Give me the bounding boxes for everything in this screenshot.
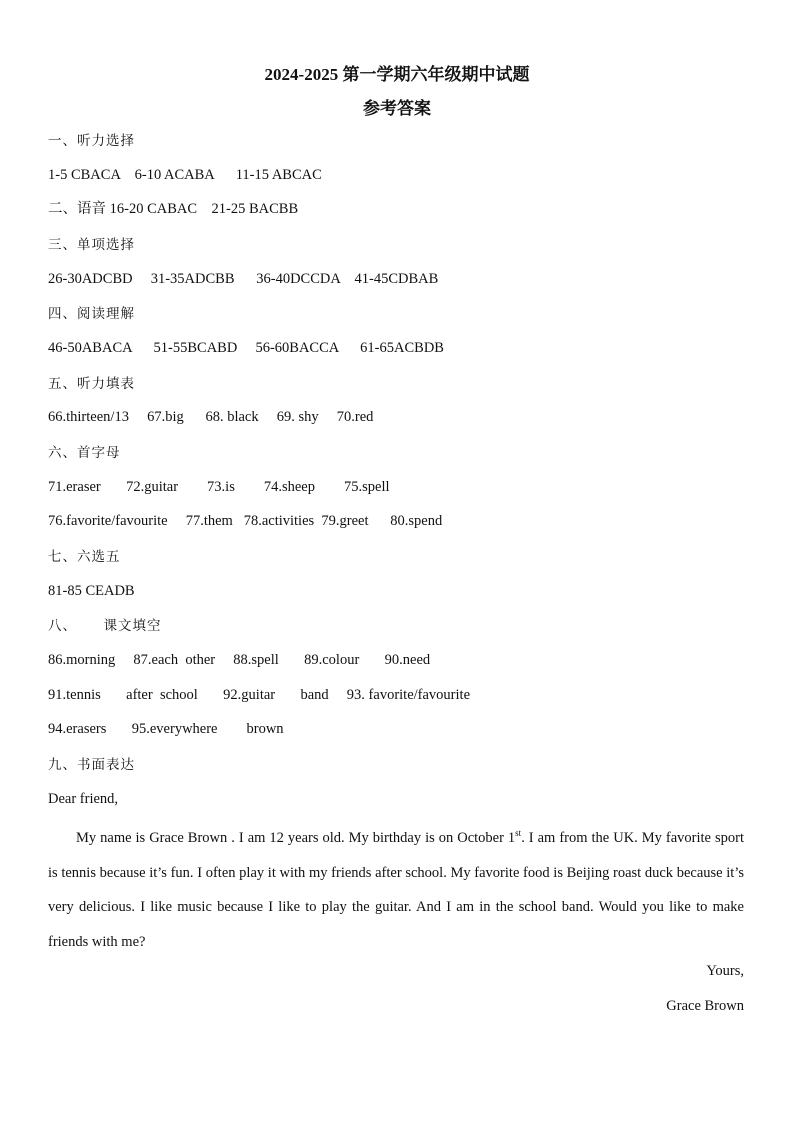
letter-signature: Grace Brown <box>666 998 744 1014</box>
section-7-heading: 七、六选五 <box>48 549 121 565</box>
section-6-answers-line-2: 76.favorite/favourite 77.them 78.activities 79.greet 80.spend <box>48 513 443 529</box>
letter-body-text-2: . I am from the UK. My favorite sport is tennis because it’s fun. I often play it with my friends after school. My favorite food is Beijing roast duck because it’s very delicious. I like music because I like to play the guitar. And I am in the school band. Would you like to make friends with me? <box>48 829 744 951</box>
letter-closing: Yours, <box>706 963 744 979</box>
section-2-answers: 二、语音 16-20 CABAC 21-25 BACBB <box>48 201 299 217</box>
section-6-heading: 六、首字母 <box>48 445 121 461</box>
section-4-answers: 46-50ABACA 51-55BCABD 56-60BACCA 61-65ACBDB <box>48 340 444 356</box>
section-5-heading: 五、听力填表 <box>48 376 135 392</box>
section-9-heading: 九、书面表达 <box>48 757 135 773</box>
section-3-answers: 26-30ADCBD 31-35ADCBB 36-40DCCDA 41-45CDBAB <box>48 271 439 287</box>
letter-body <box>48 816 744 960</box>
letter-body-superscript: st <box>515 828 522 838</box>
section-4-heading: 四、阅读理解 <box>48 306 135 322</box>
document-subtitle: 参考答案 <box>363 99 431 118</box>
section-5-answers: 66.thirteen/13 67.big 68. black 69. shy 70.red <box>48 409 374 425</box>
section-3-heading: 三、单项选择 <box>48 237 135 253</box>
section-6-answers-line-1: 71.eraser 72.guitar 73.is 74.sheep 75.spell <box>48 479 390 495</box>
letter-greeting: Dear friend, <box>48 791 119 807</box>
section-8-heading: 八、 课文填空 <box>48 618 162 634</box>
document-title: 2024-2025 第一学期六年级期中试题 <box>264 65 530 84</box>
section-8-answers-line-2: 91.tennis after school 92.guitar band 93. favorite/favourite <box>48 687 471 703</box>
section-1-answers: 1-5 CBACA 6-10 ACABA 11-15 ABCAC <box>48 167 322 183</box>
letter-body-text-1: My name is Grace Brown . I am 12 years old. My birthday is on October 1 <box>76 829 516 846</box>
section-1-heading: 一、听力选择 <box>48 133 135 149</box>
section-8-answers-line-3: 94.erasers 95.everywhere brown <box>48 721 284 737</box>
section-7-answers: 81-85 CEADB <box>48 583 135 599</box>
section-8-answers-line-1: 86.morning 87.each other 88.spell 89.colour 90.need <box>48 652 431 668</box>
